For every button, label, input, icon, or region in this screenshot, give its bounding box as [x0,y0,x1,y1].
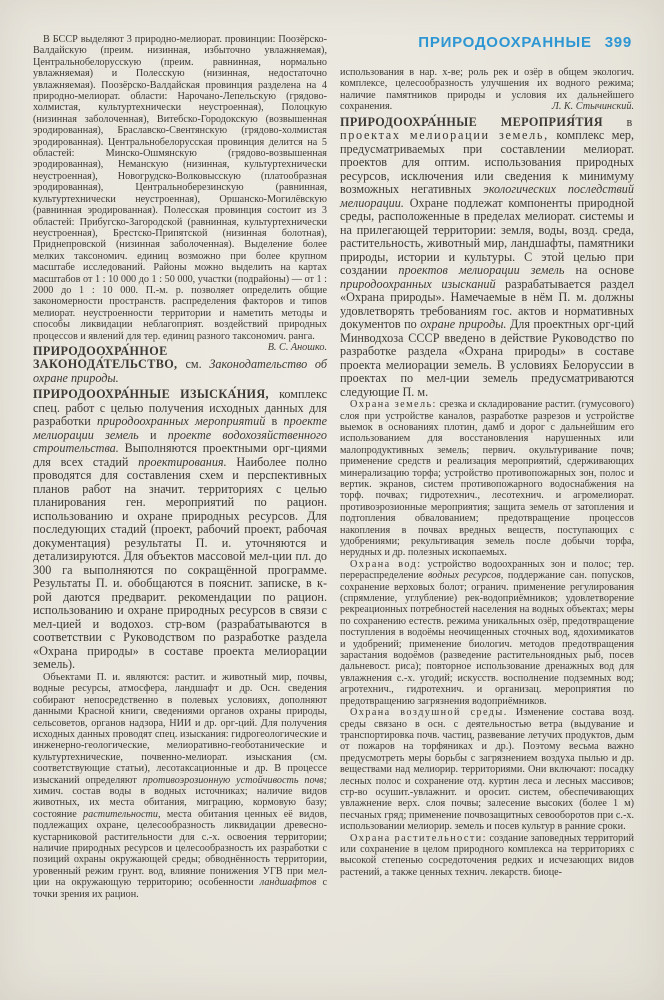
text-segment: с точки зрения их рацион. [33,877,327,900]
text-segment: проекте водохозяйственного строительства. [33,427,327,456]
paragraph [340,399,634,559]
text-segment: в [265,414,284,429]
text-segment: комплекс мер, предусматриваемых при составлении мелиорат. проектов для оптим. использования природных ресурсов, исключения или сведения к минимуму возможных негативных [340,128,634,197]
text-segment: разрабатывается раздел «Охрана природы». Намечаемые в нём П. м. должны удовлетворять требованиям гос. актов и нормативных документов по [340,276,634,332]
spaced-lead-in: Охрана растительности: [350,832,487,844]
text-segment: Наиболее полно проводятся для составления схем и перспективных планов работ на значит. территориях с целью планирования ген. мероприятий по рацион. использованию и охране природных ресурсов. Для последующих стадий (проект, рабочий проект, рабочая документация) результаты П. и. уточняются и детализируются. Для объектов массовой мел-ции пл. до 300 га выполняются по сокращённой программе. Результаты П. и. обобщаются в пояснит. записке, в к-рой даются предварит. рекомендации по рацион. использованию и охране природных ресурсов в связи с мел-цией и водохоз. стр-вом (разрабатываются в соответствии с Руководством по разработке раздела «Охрана природы» в составе проекта мелиорации земель). [33,454,327,672]
paragraph [340,559,634,707]
text-segment: проекте мелиорации земель [33,414,327,442]
text-segment: В БССР выделяют 3 природно-мелиорат. провинции: Поозёрско-Валдайскую (преим. низинная, избыточно увлажняемая), Центральнобелорусскую (преим. равнинная, нормально увлажняемая) и Полесскую (низинная, недостаточно увлажняемая). Поозёрско-Валдайская провинция разделена на 4 природно-мелиорат. области: Нарочано-Лепельскую (грядово-холмистая, культуртехнически неустроенная), Полоцкую (низинная заболоченная), Витебско-Городокскую (возвышенная эродированная), Браславско-Свентянскую (грядово-холмистая эродированная). Центральнобелорусская провинция делится на 5 областей: Минско-Ошмянскую (грядово-возвышенная эродированная), Неманскую (низинная, культуртехнически неустроенная), Новогрудско-Волковысскую (платообразная эродированная), Центральноберезинскую (равнинная, культуртехнически неустроенная), Оршанско-Могилёвскую (равнинная эродированная). Полесская провинция состоит из 3 областей: Прибугско-Загородской (равнинная, культуртехнически неустроенная), Брестско-Припятской (низинная болотная), Приднепровской (низинная заболоченная). Выделение более мелких таксономич. единиц возможно при более крупном масштабе исследований. Районы можно выделить на картах масштабов от 1 : 10 000 до 1 : 50 000, участки (подрайоны) — от 1 : 2000 до 1 : 10 000. П.-м. р. позволяет определить общие закономерности пространств. распределения факторов и типов мелиорат. неустроенности территории и наметить методы и способы ликвидации неблагоприят. воздействий природных процессов и явлений для тер. единиц разного таксономич. ранга. [33,34,327,342]
running-head [340,34,632,51]
page-number: 399 [604,34,632,51]
text-segment: Изменение состава возд. среды связано в осн. с деятельностью ветра (выдувание и транспортировка почв. частиц, развевание летучих продуктов, дым от пожаров на торфяниках и др.). Поэтому весьма важно предусмотреть меры борьбы с загрязнением воздуха пылью и др. веществами над мелиорир. территориями. Они включают: посадку лесных полос и сохранение отд. куртин леса и лесных массивов; стр-во осушит.-увлажнит. и оросит. систем, обеспечивающих увлажнение верх. слоя почвы; залесение высоких (более 1 м) песчаных гряд; применение почвозащитных севооборотов при с.-х. использовании мелиорир. земель и посев культур в ранние сроки. [340,707,634,833]
text-segment: противоэрозионную устойчивость почв; [142,774,327,786]
spaced-lead-in: в проектах мелиорации земель, [340,114,634,143]
paragraph [340,67,634,113]
paragraph [340,707,634,832]
left-column [33,34,327,900]
paragraph [340,833,634,879]
text-segment: Для проектных орг-ций Минводхоза СССР введено в действие Руководство по разработке раздела «Охрана природы» в составе проекта мелиорации земель. В условиях Белоруссии в проектах по мел-ции земель предусматриваются следующие П. м. [340,317,634,399]
text-segment: природоохранных изысканий [340,276,496,291]
paragraph [33,672,327,900]
running-head-title: ПРИРОДООХРАННЫЕ [418,34,592,51]
text-segment: и [138,427,168,442]
text-segment: использования в нар. х-ве; роль рек и озёр в общем экологич. комплексе, целесообразность улучшения их водного режима; наличие памятников природы и условия их дальнейшего сохранения. [340,67,634,113]
text-segment: проектирования. [138,454,227,469]
text-segment: химич. состав воды в водных источниках; наличие видов животных, их места обитания, миграцию, кормовую базу; состояние [33,786,327,820]
text-segment: экологических последствий мелиорации. [340,182,634,210]
right-column [340,34,634,900]
text-segment: на основе [564,263,634,278]
spaced-lead-in: Охрана воздушной среды. [350,707,508,719]
author-signature: В. С. Аношко. [267,341,327,353]
text-segment: устройство водоохранных зон и полос; тер. перераспределение [340,558,634,582]
dictionary-entry [340,116,634,400]
text-segment: срезка и складирование растит. (гумусового) слоя при устройстве каналов, разработке разрезов и устройстве выемок в основаниях плотин, дамб и дорог с дальнейшим его использованием для восстановления нарушенных или малопродуктивных земель; первич. окультуривание почв; применение средств и реализация мероприятий, сдерживающих минерализацию торфа; устройство противопожарных зон, полос и вертик. экранов, систем противопожарного водоснабжения на торф. почвах; гидротехнич., лесотехнич. и агромелиорат. противоэрозионные мероприятия; защита земель от затопления и подтопления обвалованием; предотвращение процессов накопления в почвах вредных веществ, поступающих с удобрениями; рекультивация земель после добычи торфа, нерудных и др. полезных ископаемых. [340,399,635,559]
text-segment: поддержание сан. попусков, сохранение верховых болот; огранич. применение регулирования (спрямление, углубление) рек-водоприёмников; удовлетворение рекреационных потребностей населения на водных объектах; меры по сохранению естеств. режима уникальных озёр, предотвращение поступления в водоёмы неочищенных сточных вод, ядохимикатов и удобрений; применение биологич. методов предотвращения зарастания водоёмов (разведение растительноядных рыб, посев дальневост. риса); повторное использование дренажных вод для увлажнения с.-х. угодий; искусств. восполнение подземных вод; агротехнич., гидротехнич. и организац. мероприятия по предотвращению загрязнения водоприёмников. [340,570,634,707]
entry-headword: ПРИРОДООХРА́ННЫЕ МЕРОПРИЯ́ТИЯ [340,114,627,129]
text-segment: охране природы. [420,317,507,332]
text-segment: водных ресурсов, [428,570,504,582]
paragraph [33,34,327,353]
entry-headword: ПРИРОДООХРА́ННЫЕ ИЗЫСКА́НИЯ, [33,387,280,402]
text-segment: комплекс спец. работ с целью получения исходных данных для разработки [33,387,327,429]
text-segment: см. [185,357,210,372]
author-signature: Л. К. Стычинский. [551,101,634,113]
text-segment: Охране подлежат компоненты природной среды, расположенные в пределах мелиорат. системы и на прилегающей территории: земля, воды, возд. среда, растительность, животный мир, ландшафты, памятники природы, истории и культуры. С этой целью при создании [340,195,634,278]
text-segment: Объектами П. и. являются: растит. и животный мир, почвы, водные ресурсы, атмосфера, ландшафт и др. Осн. сведения собирают непосредственно в полевых условиях, дополняют данными Красной книги, сведениями органов охраны природы, сельсоветов, органов надзора, НИИ и др. орг-ций. Для получения исходных данных проводят спец. изыскания: гидрогеологические и инженерно-геологические, мелиоративно-геоботанические и культуртехнические, почвенно-мелиорат. изыскания (см. соответствующие статьи), лесотаксационные и др. В процессе изысканий определяют [33,671,327,786]
dictionary-entry [33,388,327,672]
spaced-lead-in: Охрана вод: [350,558,422,570]
text-segment: природоохранных мероприятий [96,414,266,429]
text-segment: Законодательство об охране природы. [33,357,327,385]
spaced-lead-in: Охрана земель: [350,399,437,411]
entry-headword: ПРИРОДООХРА́ННОЕ ЗАКОНОДА́ТЕЛЬСТВО, [33,343,186,372]
text-segment: ландшафтов [259,877,317,889]
text-columns [33,34,634,900]
text-segment: создание заповедных территорий или сохранение в целом природного комплекса на территориях с высокой степенью сосредоточения редких и исчезающих видов растений, а также ценных технич. лекарств. биоце- [340,832,634,878]
text-segment: растительности, [83,808,161,820]
text-segment: места обитания ценных её видов, подлежащих охране, целесообразность ликвидации древесно-кустарниковой растительности для с.-х. освоения территории; наличие природных ресурсов и целесообразность их разработки с позиций охраны окружающей среды; обводнённость территории, уровенный режим грунт. вод, влияние понижения УГВ при мел-ции на окружающую территорию; особенности [33,808,327,889]
text-segment: проектов мелиорации земель [398,263,565,278]
text-segment: Выполняются проектными орг-циями для всех стадий [33,441,327,469]
